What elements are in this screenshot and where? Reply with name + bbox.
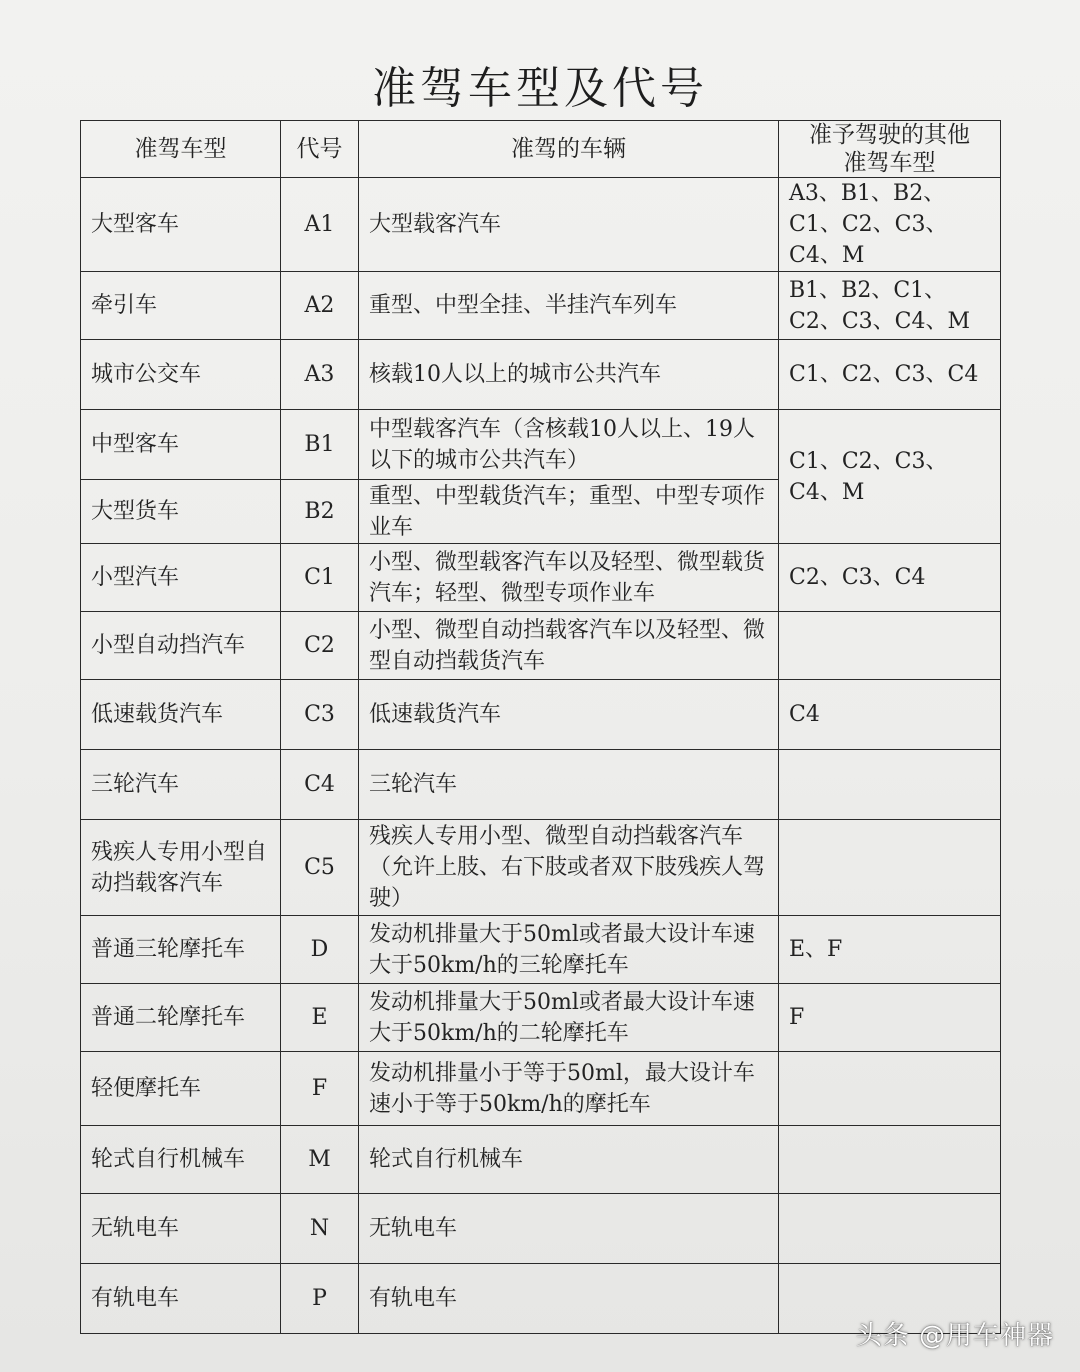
type-cell: 小型汽车 — [81, 544, 281, 612]
type-cell: 中型客车 — [81, 410, 281, 480]
table-row — [81, 612, 1001, 680]
code-cell: B2 — [281, 480, 359, 544]
table-row — [81, 178, 1001, 272]
table-row — [81, 410, 1001, 480]
other-cell: C4 — [779, 680, 1001, 750]
other-cell — [779, 1052, 1001, 1126]
code-cell: P — [281, 1264, 359, 1334]
code-cell: A1 — [281, 178, 359, 272]
table-row — [81, 1126, 1001, 1194]
page-title: 准驾车型及代号 — [372, 63, 708, 114]
code-cell: C2 — [281, 612, 359, 680]
type-cell: 轻便摩托车 — [81, 1052, 281, 1126]
code-cell: E — [281, 984, 359, 1052]
code-cell: A3 — [281, 340, 359, 410]
vehicle-cell: 重型、中型全挂、半挂汽车列车 — [359, 272, 779, 340]
other-cell: A3、B1、B2、C1、C2、C3、C4、M — [779, 178, 1001, 272]
table-row — [81, 680, 1001, 750]
source-watermark: 头条 @用车神器 — [855, 1321, 1054, 1351]
type-cell: 普通三轮摩托车 — [81, 916, 281, 984]
code-cell: C5 — [281, 820, 359, 916]
code-cell: C3 — [281, 680, 359, 750]
vehicle-cell: 发动机排量大于50ml或者最大设计车速大于50km/h的三轮摩托车 — [359, 916, 779, 984]
vehicle-cell: 重型、中型载货汽车；重型、中型专项作业车 — [359, 480, 779, 544]
table-header-row — [81, 121, 1001, 178]
header-code: 代号 — [281, 121, 359, 178]
code-cell: M — [281, 1126, 359, 1194]
other-cell: B1、B2、C1、C2、C3、C4、M — [779, 272, 1001, 340]
code-cell: B1 — [281, 410, 359, 480]
type-cell: 普通二轮摩托车 — [81, 984, 281, 1052]
header-other — [779, 121, 1001, 178]
other-cell — [779, 1194, 1001, 1264]
table-row — [81, 820, 1001, 916]
type-cell: 低速载货汽车 — [81, 680, 281, 750]
type-cell: 大型客车 — [81, 178, 281, 272]
type-cell: 残疾人专用小型自动挡载客汽车 — [81, 820, 281, 916]
vehicle-cell: 发动机排量小于等于50ml，最大设计车速小于等于50km/h的摩托车 — [359, 1052, 779, 1126]
other-cell: C2、C3、C4 — [779, 544, 1001, 612]
other-cell — [779, 1126, 1001, 1194]
other-cell: C1、C2、C3、C4 — [779, 340, 1001, 410]
code-cell: F — [281, 1052, 359, 1126]
vehicle-cell: 低速载货汽车 — [359, 680, 779, 750]
type-cell: 城市公交车 — [81, 340, 281, 410]
type-cell: 有轨电车 — [81, 1264, 281, 1334]
vehicle-cell: 小型、微型载客汽车以及轻型、微型载货汽车；轻型、微型专项作业车 — [359, 544, 779, 612]
header-other-line1: 准予驾驶的其他 — [809, 122, 970, 148]
vehicle-cell: 发动机排量大于50ml或者最大设计车速大于50km/h的二轮摩托车 — [359, 984, 779, 1052]
type-cell: 轮式自行机械车 — [81, 1126, 281, 1194]
code-cell: D — [281, 916, 359, 984]
type-cell: 小型自动挡汽车 — [81, 612, 281, 680]
vehicle-cell: 核载10人以上的城市公共汽车 — [359, 340, 779, 410]
other-cell — [779, 612, 1001, 680]
vehicle-cell: 无轨电车 — [359, 1194, 779, 1264]
other-cell — [779, 750, 1001, 820]
vehicle-cell: 残疾人专用小型、微型自动挡载客汽车（允许上肢、右下肢或者双下肢残疾人驾驶） — [359, 820, 779, 916]
table-row — [81, 272, 1001, 340]
vehicle-cell: 中型载客汽车（含核载10人以上、19人以下的城市公共汽车） — [359, 410, 779, 480]
table-row — [81, 1194, 1001, 1264]
table-row — [81, 1052, 1001, 1126]
table-row — [81, 984, 1001, 1052]
code-cell: C4 — [281, 750, 359, 820]
table-row — [81, 544, 1001, 612]
other-cell: F — [779, 984, 1001, 1052]
other-cell — [779, 820, 1001, 916]
table-row — [81, 340, 1001, 410]
vehicle-cell: 轮式自行机械车 — [359, 1126, 779, 1194]
vehicle-cell: 大型载客汽车 — [359, 178, 779, 272]
header-vehicles: 准驾的车辆 — [359, 121, 779, 178]
vehicle-cell: 三轮汽车 — [359, 750, 779, 820]
code-cell: A2 — [281, 272, 359, 340]
type-cell: 大型货车 — [81, 480, 281, 544]
vehicle-cell: 小型、微型自动挡载客汽车以及轻型、微型自动挡载货汽车 — [359, 612, 779, 680]
code-cell: N — [281, 1194, 359, 1264]
code-cell: C1 — [281, 544, 359, 612]
type-cell: 三轮汽车 — [81, 750, 281, 820]
other-cell: C1、C2、C3、C4、M — [779, 410, 1001, 544]
license-table — [80, 120, 1001, 1334]
other-cell: E、F — [779, 916, 1001, 984]
header-other-line2: 准驾车型 — [843, 150, 936, 176]
table-row — [81, 750, 1001, 820]
header-type: 准驾车型 — [81, 121, 281, 178]
table-row — [81, 916, 1001, 984]
type-cell: 无轨电车 — [81, 1194, 281, 1264]
type-cell: 牵引车 — [81, 272, 281, 340]
vehicle-cell: 有轨电车 — [359, 1264, 779, 1334]
